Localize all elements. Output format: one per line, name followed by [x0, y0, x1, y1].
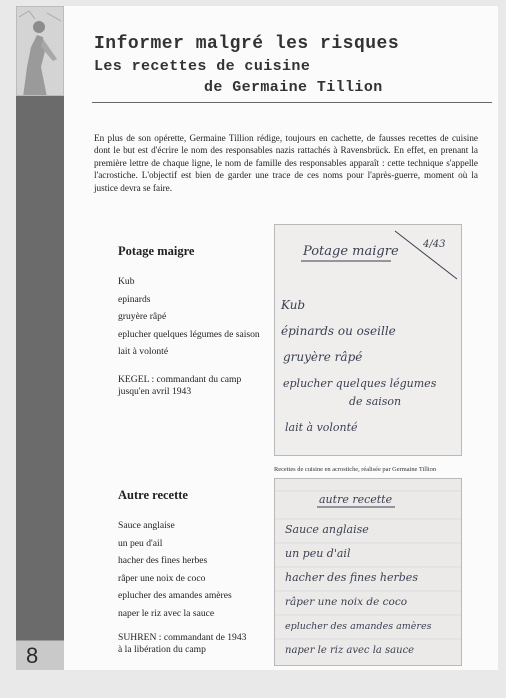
manuscript-1-line: Kub [281, 298, 306, 312]
corner-illustration [16, 6, 64, 96]
intro-paragraph: En plus de son opérette, Germaine Tillion rédige, toujours en cachette, de fausses recettes de cuisine dont le but est d'écrire le nom des responsables nazis rattachés à Ravensbrück. En effet, en prenant la première lettre de chaque ligne, le nom de famille des responsables apparaît : cette technique s'appelle l'acrostiche. L'objectif est bien de garder une trace de ces noms pour l'après-guerre, moment où la justice devra se faire. [94, 133, 478, 193]
recipe-1-line: eplucher quelques légumes de saison [118, 328, 260, 340]
recipe-2-line: eplucher des amandes amères [118, 590, 232, 602]
recipe-1-line: Kub [118, 276, 135, 287]
recipe-2-line: hacher des fines herbes [118, 555, 208, 567]
manuscript-2-line: eplucher des amandes amères [285, 621, 432, 632]
manuscript-1-ref: 4/43 [423, 239, 446, 250]
recipe-1-line: gruyère râpé [118, 311, 167, 323]
recipe-2-list [118, 520, 232, 626]
manuscript-1-line: eplucher quelques légumes [283, 377, 437, 390]
recipe-2-line: Sauce anglaise [118, 520, 175, 531]
recipe-2-note-line-1: SUHREN : commandant de 1943 [118, 632, 247, 643]
page-number: 8 [26, 643, 39, 668]
recipe-2-title: Autre recette [118, 488, 188, 502]
recipe-1-note [118, 374, 241, 398]
manuscript-1-line: lait à volonté [285, 421, 358, 434]
photo-caption: Recettes de cuisine en acrostiche, réalisée par Germaine Tillion [274, 466, 437, 473]
recipe-1-note-line-1: KEGEL : commandant du camp [118, 374, 242, 385]
manuscript-2-line: Sauce anglaise [285, 523, 369, 536]
recipe-2-note [118, 632, 246, 656]
manuscript-1-line: épinards ou oseille [281, 324, 396, 338]
recipe-2-note-line-2: à la libération du camp [118, 644, 206, 655]
manuscript-2-title: autre recette [319, 493, 393, 506]
title-block [94, 34, 399, 96]
recipe-2-line: râper une noix de coco [118, 572, 206, 584]
recipe-1-line: lait à volonté [118, 346, 169, 358]
recipe-1-note-line-2: jusqu'en avril 1943 [118, 386, 192, 397]
manuscript-2-line: râper une noix de coco [285, 596, 408, 608]
manuscript-2-line: un peu d'ail [285, 547, 351, 560]
manuscript-2-line: naper le riz avec la sauce [285, 645, 415, 656]
manuscript-photo-2 [274, 478, 462, 666]
sidebar-band [16, 96, 64, 641]
page-subtitle-line-1: Les recettes de cuisine [94, 58, 311, 75]
manuscript-2-line: hacher des fines herbes [285, 571, 418, 584]
recipe-2-line: un peu d'ail [118, 537, 163, 549]
page [16, 6, 498, 670]
page-number-box [16, 640, 64, 670]
title-divider [92, 102, 492, 103]
manuscript-1-title: Potage maigre [303, 244, 399, 259]
manuscript-1-line: de saison [349, 395, 402, 408]
recipe-1-title: Potage maigre [118, 244, 195, 258]
recipe-1-list [118, 276, 260, 364]
manuscript-1-line: gruyère râpé [283, 350, 363, 364]
recipe-1-line: epinards [118, 293, 151, 305]
page-title: Informer malgré les risques [94, 34, 400, 54]
manuscript-photo-1 [274, 224, 462, 456]
recipe-2-line: naper le riz avec la sauce [118, 607, 215, 619]
page-subtitle-line-2: de Germaine Tillion [204, 79, 383, 96]
